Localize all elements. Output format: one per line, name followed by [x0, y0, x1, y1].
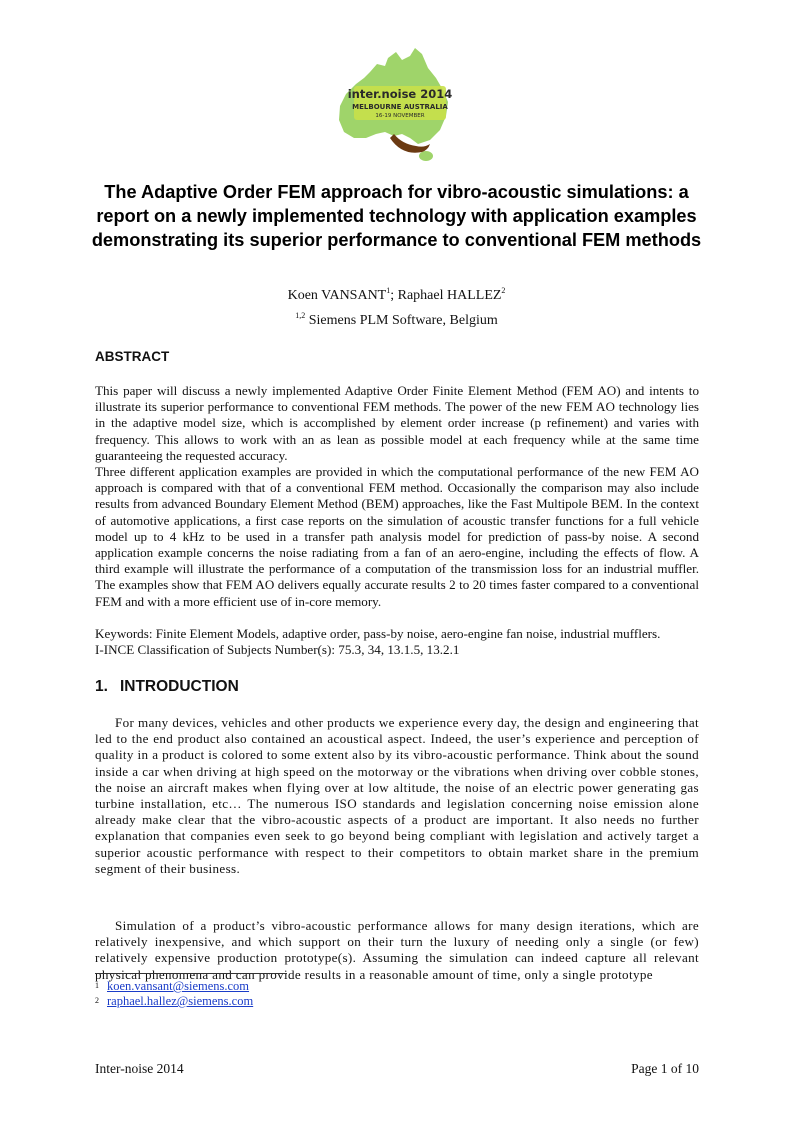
author-2: Raphael HALLEZ: [397, 288, 502, 303]
author-separator: ;: [390, 288, 398, 303]
logo-line3: 16-19 NOVEMBER: [375, 113, 425, 119]
author-2-sup: 2: [501, 286, 506, 295]
intro-paragraph-1-block: [95, 715, 699, 877]
affiliation: Siemens PLM Software, Belgium: [305, 313, 498, 328]
abstract-paragraph-2: Three different application examples are provided in which the computational performance of the new FEM AO approach is compared with that of a conventional FEM method. Occasionally the comparison may also include results from advanced Boundary Element Method (BEM) approaches, like the Fast Multipole BEM. In the context of automotive applications, a first case reports on the simulation of acoustic transfer functions for a full vehicle model up to 4 kHz to be used in a transfer path analysis model for prediction of pass-by noise. A second application example concerns the noise radiating from a fan of an aero-engine, including the effects of flow. A third example will illustrate the performance of a computation of the transmission loss for an industrial muffler. The examples show that FEM AO delivers equally accurate results 2 to 20 times faster compared to a conventional FEM and with a more efficient use of in-core memory.: [95, 464, 699, 609]
affiliation-sup: 1,2: [295, 311, 306, 320]
abstract-heading: ABSTRACT: [95, 349, 170, 364]
abstract-paragraph-1: This paper will discuss a newly implemented Adaptive Order Finite Element Method (FEM AO) and intents to illustrate its superior performance to conventional FEM methods. The power of the new FEM AO technology lies in the adaptive model size, which is accomplished by element order increase (p refinement) and varies with frequency. This allows to work with an as lean as possible model at each frequency while at the same time guaranteeing the requested accuracy.: [95, 383, 699, 463]
footnote-1-number: 1: [95, 981, 99, 990]
footnote-divider: [95, 973, 287, 974]
author-1-sup: 1: [386, 286, 391, 295]
section-number: 1.: [95, 678, 108, 695]
footnote-1-email-link[interactable]: koen.vansant@siemens.com: [107, 979, 250, 993]
author-line: [0, 288, 793, 304]
footnotes: [95, 979, 253, 1009]
footnote-2-number: 2: [95, 996, 99, 1005]
logo-line1: inter.noise 2014: [347, 87, 453, 101]
footer-page-number: Page 1 of 10: [631, 1061, 699, 1076]
keywords: Keywords: Finite Element Models, adaptive order, pass-by noise, aero-engine fan noise, industrial mufflers.: [95, 626, 661, 641]
tasmania-shape: [419, 151, 433, 161]
logo-line2: MELBOURNE AUSTRALIA: [352, 103, 448, 111]
footer-conference: Inter-noise 2014: [95, 1061, 184, 1076]
section-title: INTRODUCTION: [119, 678, 239, 695]
affiliation-line: [0, 313, 793, 329]
author-1: Koen VANSANT: [287, 288, 387, 303]
classification: I-INCE Classification of Subjects Number(s): 75.3, 34, 13.1.5, 13.2.1: [95, 642, 460, 658]
intro-paragraph-1: For many devices, vehicles and other products we experience every day, the design and engineering that led to the end product also contained an acoustical aspect. Indeed, the user’s experience and perception of quality in a product is colored to some extent also by its vibro-acoustic performance. Think about the sound inside a car when driving at high speed on the motorway or the vibrations when driving over cobble stones, the noise an aircraft makes when flying over at low altitude, the noise of an electric power generating gas turbine installation, etc… The numerous ISO standards and legislation concerning noise emission alone already make clear that the vibro-acoustic aspects of a product are important. It also needs no further explanation that companies even seek to go beyond being compliant with legislation and actively target a superior acoustic performance with respect to their competitors to obtain market share in the premium segment of their business.: [95, 715, 699, 876]
paper-title: The Adaptive Order FEM approach for vibro-acoustic simulations: a report on a newly implemented technology with application examples demonstrating its superior performance to conventional FEM methods: [91, 182, 702, 250]
section-heading-introduction: [95, 678, 239, 696]
abstract-body: [95, 383, 699, 610]
keywords-block: [95, 626, 699, 658]
footnote-2: [95, 994, 253, 1009]
intro-paragraph-2: Simulation of a product’s vibro-acoustic performance allows for many design iterations, which are relatively inexpensive, and which support on their turn the luxury of needing only a single (or few) relatively expensive production prototype(s). Assuming the simulation can indeed capture all relevant physical phenomena and can provide results in a reasonable amount of time, only a single prototype: [95, 918, 699, 982]
conference-logo: [330, 40, 455, 165]
footnote-1: [95, 979, 253, 994]
footnote-2-email-link[interactable]: raphael.hallez@siemens.com: [107, 994, 254, 1008]
